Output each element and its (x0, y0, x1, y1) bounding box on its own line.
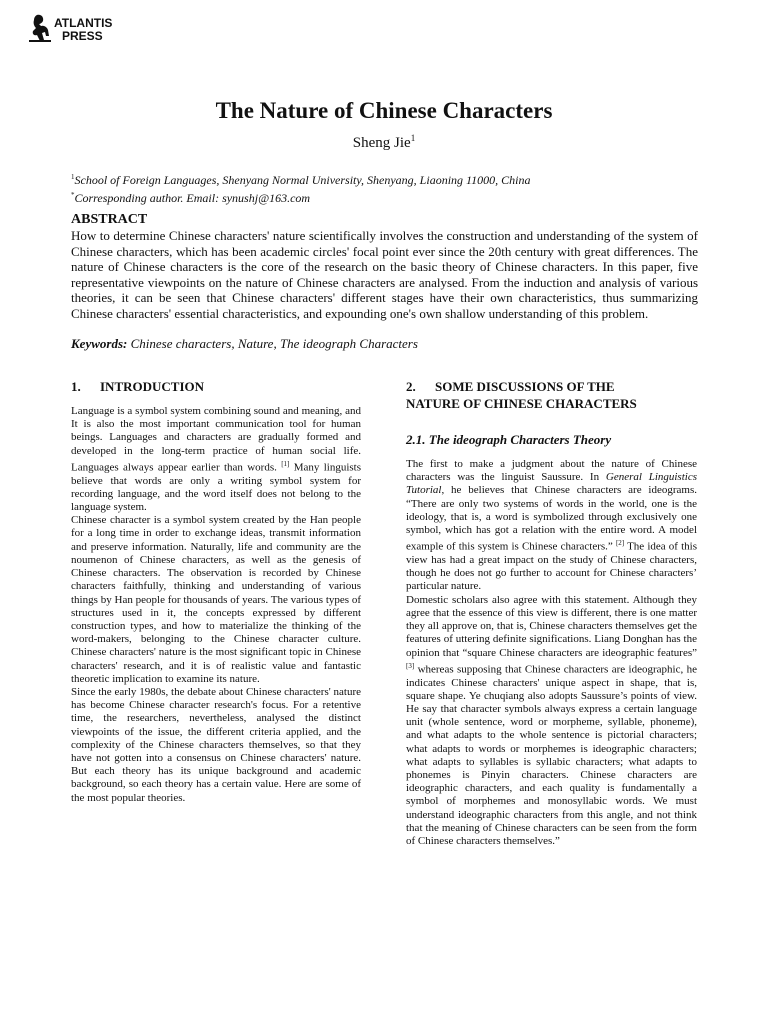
section-2-number: 2. (406, 379, 416, 394)
affiliation-text: School of Foreign Languages, Shenyang Normal University, Shenyang, Liaoning 11000, China (74, 173, 531, 187)
abstract-text: How to determine Chinese characters' nature scientifically involves the construction and understanding of the system of Chinese characters, which has been academic circles' focal point ever since the 20th century with great differences. The nature of Chinese characters is the core of the research on the basic theory of Chinese characters. In this paper, five representative viewpoints on the nature of Chinese characters are analysed. From the induction and analysis of various theories, it can be seen that Chinese characters' different stages have their own characteristics, thus summarizing Chinese characters' essential characteristics, and expounding one's own shallow understanding of this problem. (71, 228, 698, 321)
keywords-text: Chinese characters, Nature, The ideograph Characters (130, 336, 418, 351)
section-2-heading (406, 378, 697, 412)
affiliation-mark: 1 (71, 173, 75, 181)
left-column (71, 378, 361, 805)
intro-paragraph-2: Chinese character is a symbol system created by the Han people for a long time in order to exchange ideas, transmit information and preserve information. Naturally, life and community are the noumenon of Chinese characters, as well as the genesis of Chinese characters. The observation is recorded by Chinese characters faithfully, thinking and understanding of various things by Han people for thousands of years. The various types of structures used in it, the concepts expressed by different construction types, and how to materialize the thinking of the word-makers, belonging to the Chinese character culture. Chinese characters' nature is the most significant topic in Chinese characters' research, and it is of realistic value and fantastic theoretic implication to examine its nature. (71, 514, 361, 685)
paper-title: The Nature of Chinese Characters (215, 98, 553, 123)
right-column (406, 378, 697, 848)
abstract-heading: ABSTRACT (71, 212, 148, 227)
affiliations (71, 170, 711, 206)
citation-1: [1] (281, 459, 290, 468)
s2-p1-text-b: , he believes that Chinese characters are ideograms. “There are only two systems of words in the world, one is the ideology, that is, a word is symbolized through exclusively one symbol, which has got a relation with the entire word. A model example of this system is Chinese characters.” (406, 484, 697, 553)
subsection-2-1-heading: 2.1. The ideograph Characters Theory (406, 432, 612, 447)
section-2-paragraph-2 (406, 594, 697, 849)
publisher-logo (28, 14, 128, 46)
s2-p1-text-c: The idea of this view has had a great impact on the study of Chinese characters, though he does not go further to account for Chinese characters’ particular nature. (406, 540, 698, 593)
citation-2: [2] (615, 539, 625, 548)
affiliation-line (71, 170, 711, 188)
intro-paragraph-3: Since the early 1980s, the debate about Chinese characters' nature has become Chinese character research's focus. For a retentive time, the researchers, nevertheless, analysed the distinct viewpoints of the issue, the different criteria applied, and the complexity of the Chinese characters themselves, so that they have not gotten into a consensus on Chinese characters' nature. But each theory has its unique background and academic background, so each theory has a certain value. Here are some of the most popular theories. (71, 685, 361, 804)
s2-p2-text-b: whereas supposing that Chinese characters are ideographic, he indicates Chinese characters' unique aspect in shape, that is, square shape. Ye chuqiang also adopts Saussure’s points of view. He say that character symbols always express a certain language unit (whole sentence, word or morpheme, syllable, phoneme), and what adapts to the whole sentence is pictorial characters; what adapts to words or morphemes is ideographic characters; what adapts to syllables is syllabic characters; what adapts to phonemes is Pinyin characters. Chinese characters are ideographic characters, and each quality is fundamentally a symbol of morphemes and monosyllabic words. We must understand ideographic characters from this angle, and not think that the meaning of Chinese characters can be seen from the form of Chinese characters themselves.” (406, 663, 697, 847)
author-name: Sheng Jie (352, 135, 411, 151)
section-1-number: 1. (71, 379, 81, 394)
keywords-label: Keywords: (71, 336, 128, 351)
corresponding-mark: * (71, 191, 75, 199)
publisher-name-line1: ATLANTIS (54, 16, 113, 30)
author-line (0, 133, 768, 152)
corresponding-line (71, 188, 711, 206)
section-2-paragraph-1 (406, 458, 697, 594)
corresponding-text: Corresponding author. Email: synushj@163.com (74, 191, 311, 205)
thinker-icon (28, 14, 52, 42)
section-2-title-line1: SOME DISCUSSIONS OF THE (435, 379, 615, 394)
publisher-name (54, 17, 112, 43)
section-1-heading (71, 378, 361, 395)
section-1-title: INTRODUCTION (100, 379, 205, 394)
intro-p1-text-a: Language is a symbol system combining sound and meaning, and It is also the most important communication tool for human beings. Languages and characters are gradually formed and developed in the long-term practice of human social life. Languages always appear earlier than words. (71, 405, 361, 474)
s2-p2-text-a: Domestic scholars also agree with this statement. Although they agree that the essence of this view is different, there is one matter they all approve on, that is, Chinese characters themselves get the features of uttering definite significations. Liang Donghan has the opinion that “square Chinese characters are ideographic features” (406, 593, 697, 659)
intro-paragraph-1 (71, 405, 361, 514)
citation-3: [3] (406, 661, 415, 670)
publisher-name-line2: PRESS (62, 29, 103, 43)
s2-p1-text-a: The first to make a judgment about the nature of Chinese characters was the linguist Saussure. In (406, 458, 697, 484)
author-affiliation-mark: 1 (410, 133, 416, 143)
section-2-title-line2: NATURE OF CHINESE CHARACTERS (406, 396, 637, 411)
book-title: General Linguistics Tutorial (406, 471, 697, 497)
intro-p1-text-b: Many linguists believe that words are only a writing symbol system for recording language, and the word itself does not belong to the language system. (71, 461, 361, 514)
keywords-line (71, 336, 698, 352)
